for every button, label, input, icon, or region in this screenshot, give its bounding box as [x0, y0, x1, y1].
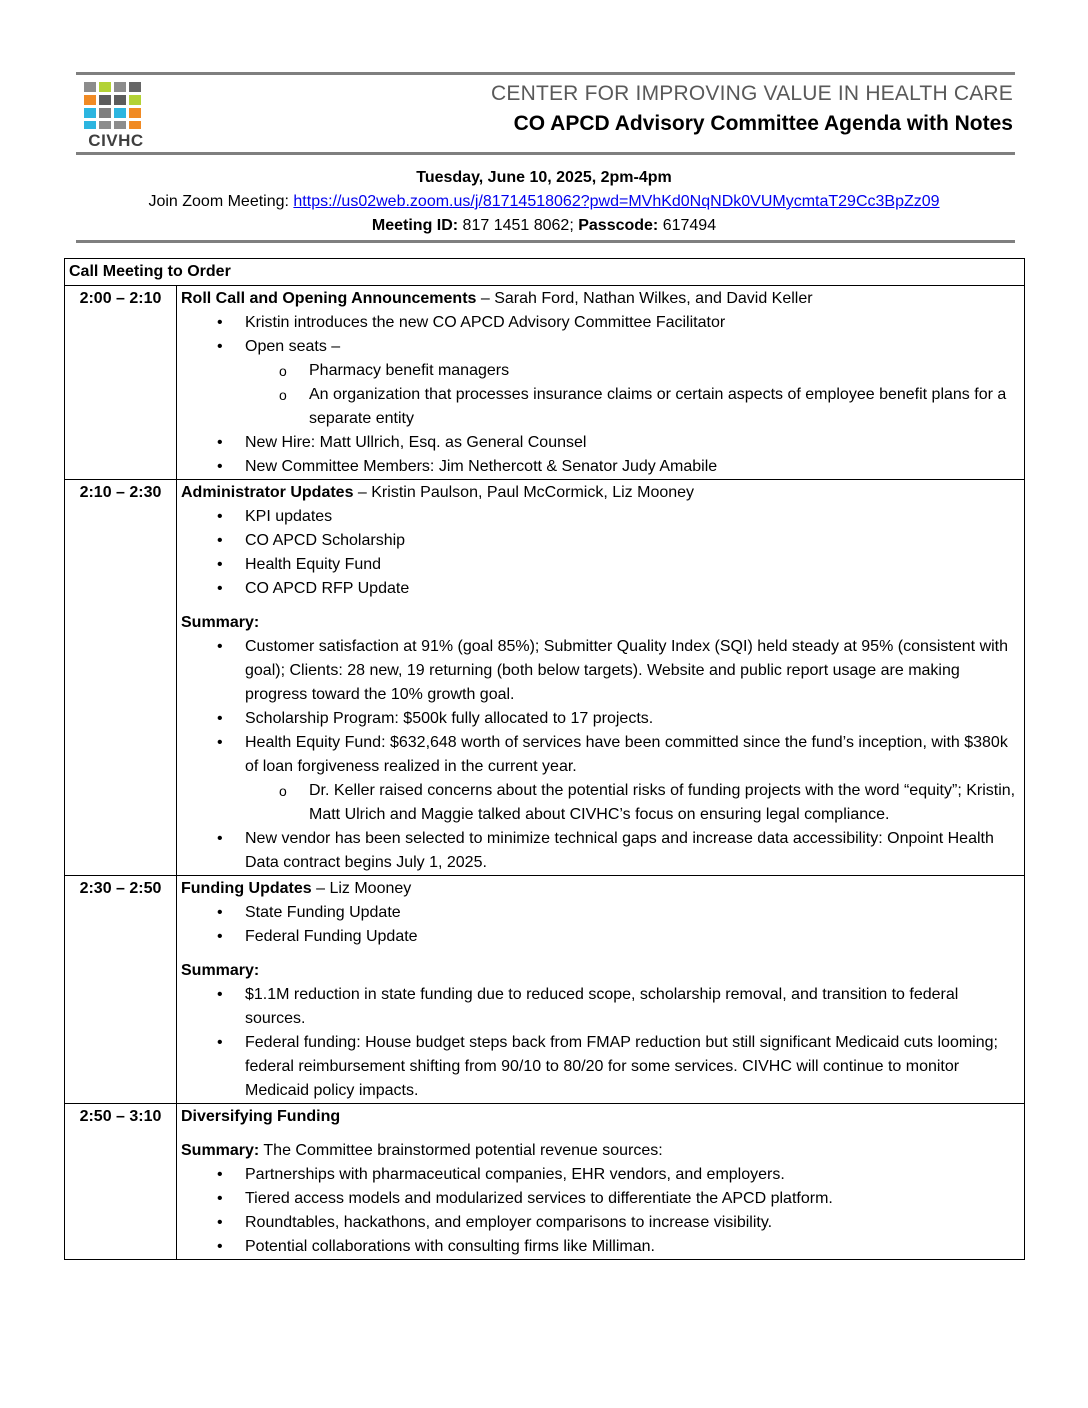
list-item: • Roundtables, hackathons, and employer comparisons to increase visibility.: [245, 1211, 1020, 1235]
list-item: • CO APCD RFP Update: [245, 577, 1020, 601]
agenda-item-content: [177, 1104, 1025, 1260]
agenda-item-title: Roll Call and Opening Announcements: [181, 290, 477, 307]
bullet-list: [181, 505, 1020, 601]
list-item: • Kristin introduces the new CO APCD Advisory Committee Facilitator: [245, 311, 1020, 335]
list-item: [245, 335, 1020, 431]
page-title: CO APCD Advisory Committee Agenda with Notes: [513, 112, 1013, 135]
table-row: [65, 286, 1025, 480]
agenda-item-presenters: – Liz Mooney: [311, 880, 412, 897]
summary-list: [181, 635, 1020, 875]
summary-label: Summary:: [181, 1142, 260, 1159]
zoom-line: [0, 190, 1088, 214]
agenda-item-heading: [181, 481, 1020, 505]
agenda-item-presenters: – Kristin Paulson, Paul McCormick, Liz Mooney: [353, 484, 695, 501]
bullet-list: [181, 901, 1020, 949]
agenda-item-heading: [181, 1105, 1020, 1129]
meeting-info-rule: [76, 240, 1015, 243]
summary-list: [181, 1163, 1020, 1259]
list-item: • Federal Funding Update: [245, 925, 1020, 949]
list-item: • KPI updates: [245, 505, 1020, 529]
list-item-text: Open seats –: [245, 338, 341, 355]
list-item: • Scholarship Program: $500k fully allocated to 17 projects.: [245, 707, 1020, 731]
meeting-info: [0, 166, 1088, 238]
logo-wordmark: CIVHC: [88, 131, 144, 150]
agenda-item-heading: [181, 287, 1020, 311]
list-item: • New Committee Members: Jim Nethercott & Senator Judy Amabile: [245, 455, 1020, 479]
list-item: • Potential collaborations with consulting firms like Milliman.: [245, 1235, 1020, 1259]
summary-heading: [181, 1139, 1020, 1163]
agenda-item-heading: [181, 877, 1020, 901]
list-item-text: Health Equity Fund: $632,648 worth of services have been committed since the fund’s inception, with $380k of loan forgiveness realized in the current year.: [245, 734, 1008, 775]
list-item: • Tiered access models and modularized services to differentiate the APCD platform.: [245, 1187, 1020, 1211]
meeting-credentials: [0, 214, 1088, 238]
agenda-time: 2:00 – 2:10: [65, 286, 177, 480]
agenda-item-presenters: – Sarah Ford, Nathan Wilkes, and David Keller: [476, 290, 813, 307]
list-item: • Partnerships with pharmaceutical companies, EHR vendors, and employers.: [245, 1163, 1020, 1187]
sub-bullet-list: [245, 359, 1020, 431]
meeting-id-value: 817 1451 8062;: [458, 217, 579, 234]
agenda-table: [64, 258, 1025, 1260]
passcode-label: Passcode:: [578, 217, 659, 234]
summary-label: Summary:: [181, 614, 260, 631]
zoom-link[interactable]: https://us02web.zoom.us/j/81714518062?pwd=MVhKd0NqNDk0VUMycmtaT29Cc3BpZz09: [293, 193, 940, 210]
agenda-item-content: [177, 480, 1025, 876]
agenda-item-title: Funding Updates: [181, 880, 312, 897]
sub-bullet-list: [245, 779, 1020, 827]
list-item: • State Funding Update: [245, 901, 1020, 925]
list-item: • New Hire: Matt Ullrich, Esq. as General Counsel: [245, 431, 1020, 455]
agenda-item-title: Diversifying Funding: [181, 1108, 341, 1125]
meeting-id-label: Meeting ID:: [371, 217, 459, 234]
organization-name: CENTER FOR IMPROVING VALUE IN HEALTH CARE: [491, 82, 1013, 105]
section-title: Call Meeting to Order: [65, 259, 1025, 286]
meeting-date-time: Tuesday, June 10, 2025, 2pm-4pm: [416, 169, 672, 186]
table-row: [65, 480, 1025, 876]
agenda-item-title: Administrator Updates: [181, 484, 354, 501]
table-row: [65, 259, 1025, 286]
list-item: • Customer satisfaction at 91% (goal 85%); Submitter Quality Index (SQI) held steady at 95% (consistent with goal); Clients: 28 new, 19 returning (both below targets). Website and public report usage are making progress toward the 10% growth goal.: [245, 635, 1020, 707]
list-item: • Federal funding: House budget steps back from FMAP reduction but still significant Medicaid cuts looming; federal reimbursement shifting from 90/10 to 80/20 for some services. CIVHC will continue to monitor Medicaid policy impacts.: [245, 1031, 1020, 1103]
list-item: • CO APCD Scholarship: [245, 529, 1020, 553]
header-bottom-rule: [76, 152, 1015, 155]
agenda-time: 2:50 – 3:10: [65, 1104, 177, 1260]
summary-intro: The Committee brainstormed potential revenue sources:: [259, 1142, 663, 1159]
agenda-item-content: [177, 286, 1025, 480]
list-item: • $1.1M reduction in state funding due to reduced scope, scholarship removal, and transition to federal sources.: [245, 983, 1020, 1031]
table-row: [65, 1104, 1025, 1260]
passcode-value: 617494: [658, 217, 717, 234]
list-item: o Dr. Keller raised concerns about the potential risks of funding projects with the word “equity”; Kristin, Matt Ulrich and Maggie talked about CIVHC’s focus on ensuring legal compliance.: [309, 779, 1020, 827]
summary-label: Summary:: [181, 962, 260, 979]
summary-list: [181, 983, 1020, 1103]
agenda-item-content: [177, 876, 1025, 1104]
list-item: o Pharmacy benefit managers: [309, 359, 1020, 383]
list-item: o An organization that processes insurance claims or certain aspects of employee benefit plans for a separate entity: [309, 383, 1020, 431]
list-item: • Health Equity Fund: [245, 553, 1020, 577]
table-row: [65, 876, 1025, 1104]
list-item: • New vendor has been selected to minimize technical gaps and increase data accessibility: Onpoint Health Data contract begins July 1, 2025.: [245, 827, 1020, 875]
header-top-rule: [76, 72, 1015, 75]
zoom-label: Join Zoom Meeting:: [148, 193, 294, 210]
list-item: [245, 731, 1020, 827]
bullet-list: [181, 311, 1020, 479]
agenda-time: 2:30 – 2:50: [65, 876, 177, 1104]
agenda-time: 2:10 – 2:30: [65, 480, 177, 876]
